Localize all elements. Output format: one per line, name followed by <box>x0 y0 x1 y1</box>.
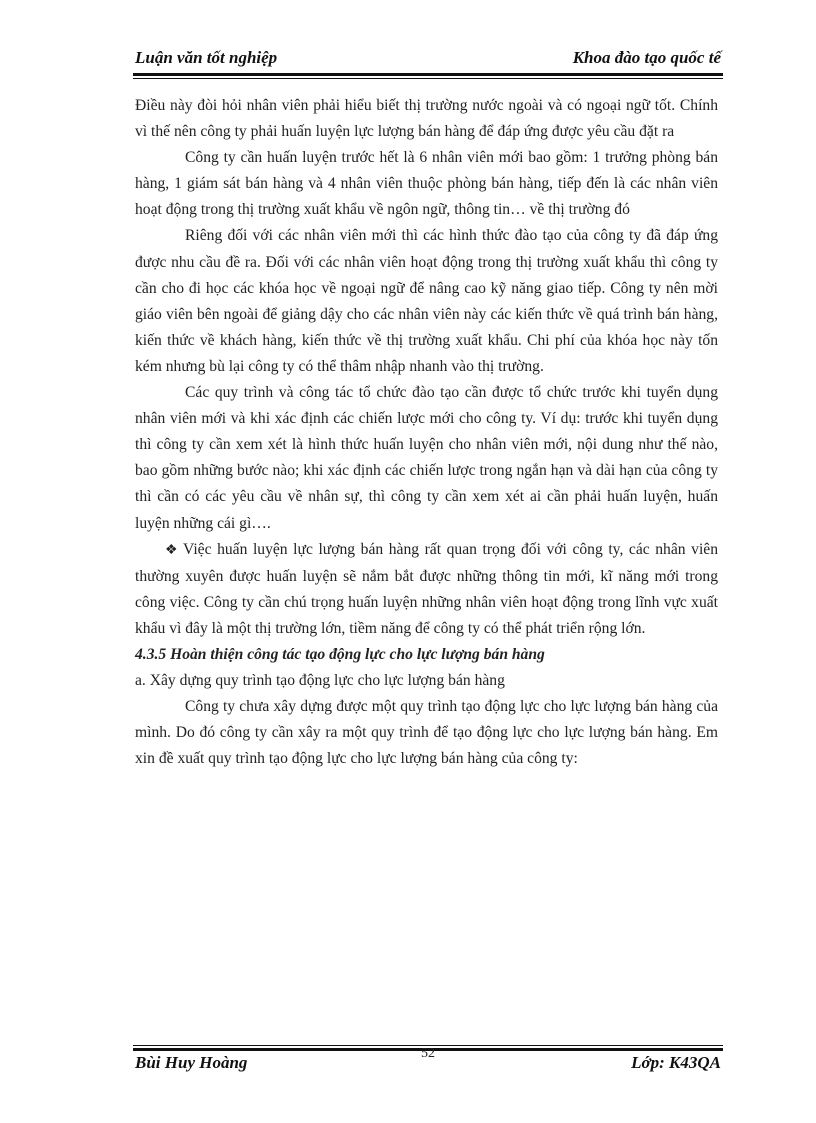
page-header <box>135 48 721 72</box>
footer-author: Bùi Huy Hoàng <box>135 1053 248 1072</box>
subheading-a: a. Xây dựng quy trình tạo động lực cho lực lượng bán hàng <box>135 672 505 690</box>
body-text <box>135 93 718 772</box>
header-rule-thick <box>133 73 723 76</box>
paragraph-6: Công ty chưa xây dựng được một quy trình tạo động lực cho lực lượng bán hàng của mình. Do đó công ty cần xây ra một quy trình để tạo động lực cho lực lượng bán hàng. Em xin đề xuất quy trình tạo động lực cho lực lượng bán hàng của công ty: <box>135 698 718 768</box>
paragraph-3: Riêng đối với các nhân viên mới thì các hình thức đào tạo của công ty đã đáp ứng được nhu cầu đề ra. Đối với các nhân viên hoạt động trong thị trường xuất khẩu thì công ty cần cho đi học các khóa học về ngoại ngữ để nâng cao kỹ năng giao tiếp. Công ty nên mời giáo viên bên ngoài để giảng dậy cho các nhân viên này các kiến thức về quá trình bán hàng, kiến thức về khách hàng, kiến thức về thị trường xuất khẩu. Chi phí của khóa học này tốn kém nhưng bù lại công ty có thể thâm nhập nhanh vào thị trường. <box>135 227 718 375</box>
section-heading: 4.3.5 Hoàn thiện công tác tạo động lực cho lực lượng bán hàng <box>135 645 545 663</box>
diamond-bullet-icon: ❖ <box>165 542 178 558</box>
header-thesis-title: Luận văn tốt nghiệp <box>135 48 278 67</box>
paragraph-2: Công ty cần huấn luyện trước hết là 6 nhân viên mới bao gồm: 1 trưởng phòng bán hàng, 1 giám sát bán hàng và 4 nhân viên thuộc phòng bán hàng, tiếp đến là các nhân viên hoạt động trong thị trường xuất khẩu về ngôn ngữ, thông tin… về thị trường đó <box>135 149 718 219</box>
page-number: 52 <box>421 1046 435 1061</box>
paragraph-5: Việc huấn luyện lực lượng bán hàng rất quan trọng đối với công ty, các nhân viên thường xuyên được huấn luyện sẽ nắm bắt được những thông tin mới, kĩ năng mới trong công việc. Công ty cần chú trọng huấn luyện những nhân viên hoạt động trong lĩnh vực xuất khẩu vì đây là một thị trường lớn, tiềm năng để công ty có thể phát triển rộng lớn. <box>135 540 718 637</box>
paragraph-1: Điều này đòi hỏi nhân viên phải hiểu biết thị trường nước ngoài và có ngoại ngữ tốt. Chính vì thế nên công ty phải huấn luyện lực lượng bán hàng để đáp ứng được yêu cầu đặt ra <box>135 97 718 141</box>
paragraph-4: Các quy trình và công tác tổ chức đào tạo cần được tổ chức trước khi tuyển dụng nhân viên mới và khi xác định các chiến lược mới cho công ty. Ví dụ: trước khi tuyển dụng thì công ty cần xem xét là hình thức huấn luyện cho nhân viên mới, nội dung như thế nào, bao gồm những bước nào; khi xác định các chiến lược trong ngắn hạn và dài hạn của công ty thì cần có các yêu cầu về nhân sự, thì công ty cần xem xét ai cần phải huấn luyện, huấn luyện những cái gì…. <box>135 384 718 532</box>
header-faculty: Khoa đào tạo quốc tế <box>572 48 721 67</box>
page-footer <box>135 1046 721 1078</box>
bullet-paragraph <box>135 537 718 642</box>
header-rule-thin <box>133 78 723 79</box>
footer-class: Lớp: K43QA <box>631 1053 721 1072</box>
